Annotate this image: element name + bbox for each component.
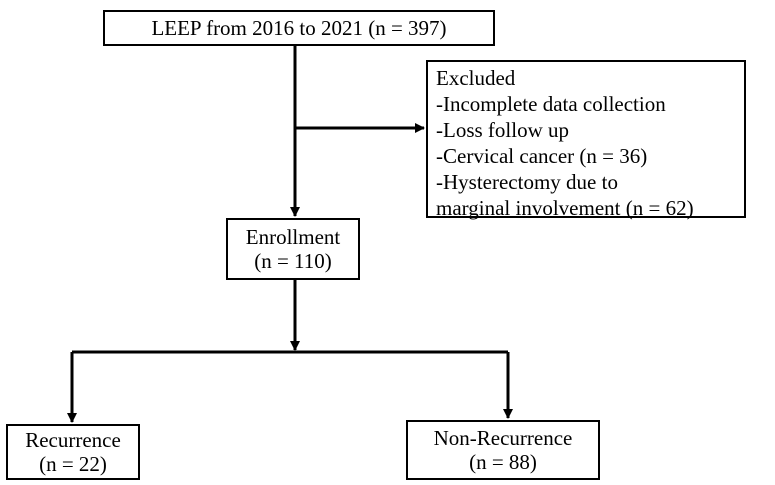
non-recurrence-label: Non-Recurrence [433,426,573,450]
recurrence-box [6,424,140,480]
leep-total-label: LEEP from 2016 to 2021 (n = 397) [151,16,447,40]
excluded-item-loss-follow-up: -Loss follow up [436,118,569,142]
excluded-item-hysterectomy-continued: marginal involvement (n = 62) [436,196,694,220]
non-recurrence-box [406,420,600,480]
enrollment-label: Enrollment [245,225,341,249]
excluded-item-incomplete-data: -Incomplete data collection [436,92,666,116]
leep-total-box [103,10,495,46]
recurrence-label: Recurrence [25,428,121,452]
excluded-box [426,60,746,218]
non-recurrence-count: (n = 88) [469,450,537,474]
excluded-item-cervical-cancer: -Cervical cancer (n = 36) [436,144,648,168]
enrollment-box [226,218,360,280]
excluded-title: Excluded [436,66,516,90]
recurrence-count: (n = 22) [39,452,107,476]
excluded-item-hysterectomy: -Hysterectomy due to [436,170,618,194]
enrollment-count: (n = 110) [254,249,332,273]
